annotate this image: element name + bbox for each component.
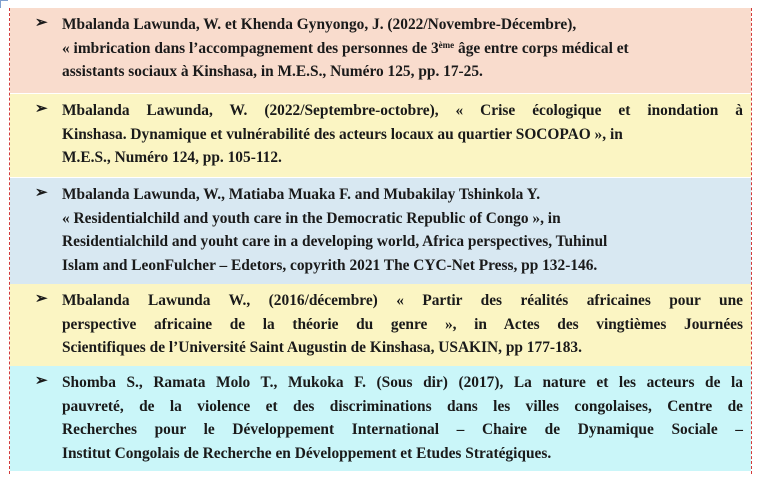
reference-line: Institut Congolais de Recherche en Développement et Etudes Stratégiques. [62, 445, 552, 463]
table-bottom-gap [10, 471, 751, 474]
reference-line: Residentialchild and youht care in a developing world, Africa perspectives, Tuhinul [62, 233, 608, 251]
reference-line: Shomba S., Ramata Molo T., Mukoka F. (Sous dir) (2017), La nature et les acteurs de la [62, 374, 743, 391]
reference-line: Recherches pour le Développement International – Chaire de Dynamique Sociale – [62, 421, 743, 439]
superscript: ème [438, 39, 455, 50]
reference-entry-3 [10, 178, 751, 284]
reference-line: Mbalanda Lawunda W., (2016/décembre) « Partir des réalités africaines pour une [62, 292, 743, 309]
arrow-bullet-icon: ➢ [35, 185, 48, 201]
reference-line: Mbalanda Lawunda, W., Matiaba Muaka F. and Mubakilay Tshinkola Y. [62, 186, 541, 203]
reference-line: perspective africaine de la théorie du genre », in Actes des vingtièmes Journées [62, 315, 743, 333]
reference-line: assistants sociaux à Kinshasa, in M.E.S., Numéro 125, pp. 17-25. [62, 63, 483, 81]
arrow-bullet-icon: ➢ [35, 101, 48, 117]
reference-line: « Residentialchild and youth care in the Democratic Republic of Congo », in [62, 209, 561, 227]
reference-line: Kinshasa. Dynamique et vulnérabilité des acteurs locaux au quartier SOCOPAO », in [62, 125, 623, 143]
references-table [9, 8, 752, 474]
page-corner-mark [0, 0, 8, 8]
reference-entry-1 [10, 8, 751, 93]
arrow-bullet-icon: ➢ [35, 373, 48, 389]
reference-entry-4 [10, 284, 751, 366]
reference-line: pauvreté, de la violence et des discriminations dans les villes congolaises, Centre de [62, 397, 743, 415]
reference-line: Scientifiques de l’Université Saint Augustin de Kinshasa, USAKIN, pp 177-183. [62, 339, 582, 357]
reference-line: M.E.S., Numéro 124, pp. 105-112. [62, 149, 282, 167]
reference-line: « imbrication dans l’accompagnement des personnes de 3ème âge entre corps médical et [62, 39, 629, 57]
reference-line: Islam and LeonFulcher – Edetors, copyrith 2021 The CYC-Net Press, pp 132-146. [62, 257, 598, 275]
reference-entry-2 [10, 94, 751, 177]
reference-line: Mbalanda Lawunda, W. et Khenda Gynyongo, J. (2022/Novembre-Décembre), [62, 16, 577, 33]
arrow-bullet-icon: ➢ [35, 15, 48, 31]
reference-line: Mbalanda Lawunda, W. (2022/Septembre-octobre), « Crise écologique et inondation à [62, 102, 743, 119]
arrow-bullet-icon: ➢ [35, 291, 48, 307]
reference-entry-5 [10, 366, 751, 471]
